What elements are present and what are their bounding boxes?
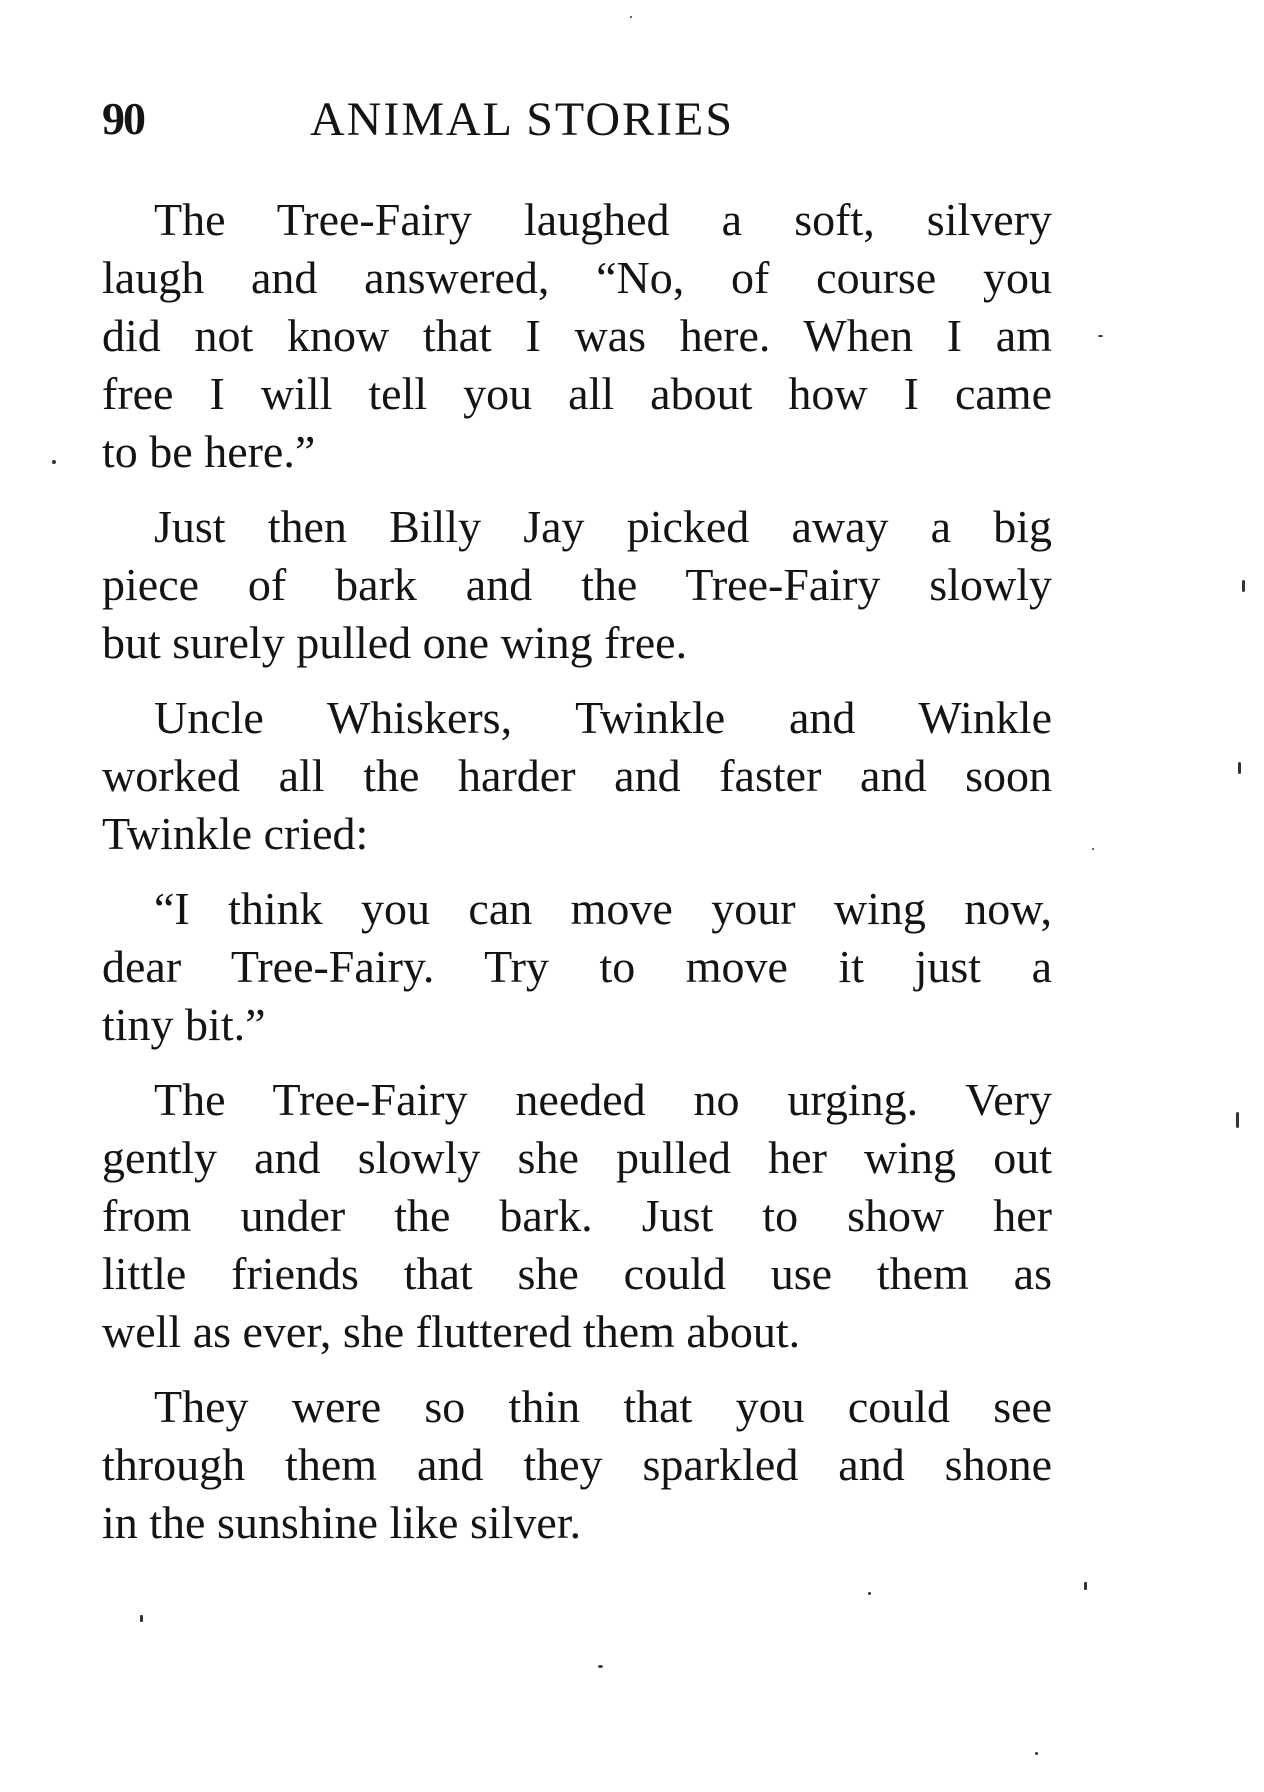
text-line: piece of bark and the Tree-Fairy slowly <box>102 559 1052 610</box>
text-line: did not know that I was here. When I am <box>102 310 1052 361</box>
text-line: The Tree-Fairy laughed a soft, silvery <box>154 194 1052 245</box>
text-line: The Tree-Fairy needed no urging. Very <box>154 1074 1052 1125</box>
text-line: dear Tree-Fairy. Try to move it just a <box>102 941 1052 992</box>
text-line: but surely pulled one wing free. <box>102 617 688 668</box>
page-number: 90 <box>102 93 144 144</box>
scan-speck <box>1035 1752 1038 1755</box>
text-line: Twinkle cried: <box>102 808 369 859</box>
body-text <box>102 191 1052 1569</box>
scan-speck <box>1092 848 1094 850</box>
paragraph <box>102 191 1052 481</box>
scan-speck <box>1098 335 1103 337</box>
text-line: to be here.” <box>102 426 316 477</box>
text-line: tiny bit.” <box>102 999 266 1050</box>
text-line: free I will tell you all about how I came <box>102 368 1052 419</box>
paragraph <box>102 1378 1052 1552</box>
scan-speck <box>598 1665 603 1668</box>
text-line: laugh and answered, “No, of course you <box>102 252 1052 303</box>
text-line: through them and they sparkled and shone <box>102 1439 1052 1490</box>
text-line: little friends that she could use them as <box>102 1248 1052 1299</box>
scan-speck <box>868 1592 871 1595</box>
paragraph <box>102 498 1052 672</box>
scan-speck <box>1242 580 1245 592</box>
scan-speck <box>52 460 56 464</box>
running-head: ANIMAL STORIES <box>310 93 735 146</box>
scan-speck <box>630 16 632 18</box>
text-line: “I think you can move your wing now, <box>154 883 1052 934</box>
text-line: from under the bark. Just to show her <box>102 1190 1052 1241</box>
text-line: in the sunshine like silver. <box>102 1497 582 1548</box>
text-line: gently and slowly she pulled her wing out <box>102 1132 1052 1183</box>
page-header <box>102 92 862 162</box>
scan-speck <box>1236 1112 1239 1128</box>
scan-speck <box>140 1615 143 1622</box>
text-line: They were so thin that you could see <box>154 1381 1052 1432</box>
text-line: well as ever, she fluttered them about. <box>102 1306 801 1357</box>
text-line: Uncle Whiskers, Twinkle and Winkle <box>154 692 1052 743</box>
paragraph <box>102 1071 1052 1361</box>
paragraph <box>102 689 1052 863</box>
scan-speck <box>1084 1582 1087 1590</box>
text-line: Just then Billy Jay picked away a big <box>154 501 1052 552</box>
text-line: worked all the harder and faster and soon <box>102 750 1052 801</box>
scan-speck <box>1238 762 1241 774</box>
paragraph <box>102 880 1052 1054</box>
